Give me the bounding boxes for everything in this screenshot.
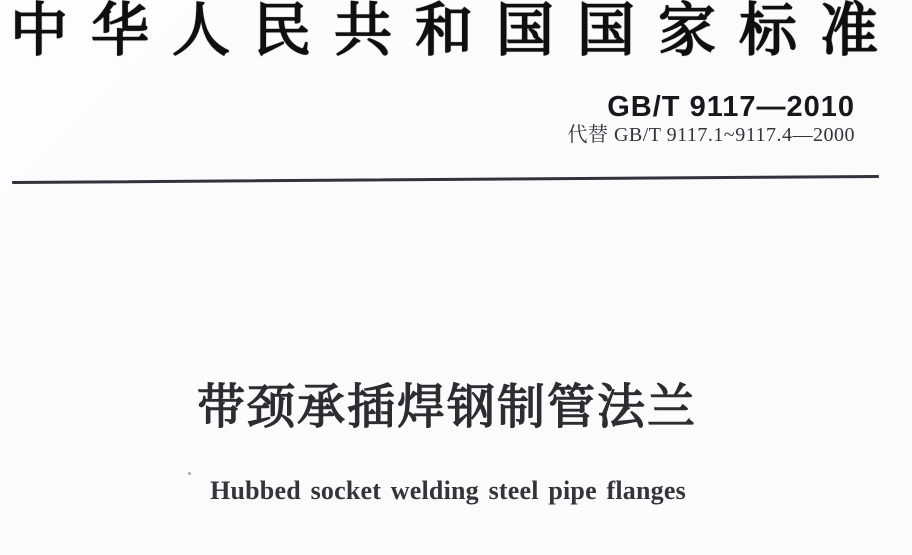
document-title-chinese: 带颈承插焊钢制管法兰 xyxy=(196,381,697,434)
replaces-note: 代替 GB/T 9117.1~9117.4—2000 xyxy=(567,124,855,146)
standard-number-block xyxy=(567,92,855,146)
header-divider-line xyxy=(12,175,879,184)
standard-number: GB/T 9117—2010 xyxy=(607,91,855,123)
national-standard-banner: 中华人民共和国国家标准 xyxy=(10,0,902,63)
scan-noise-speck xyxy=(188,472,191,475)
document-title-english: Hubbed socket welding steel pipe flanges xyxy=(210,476,686,505)
